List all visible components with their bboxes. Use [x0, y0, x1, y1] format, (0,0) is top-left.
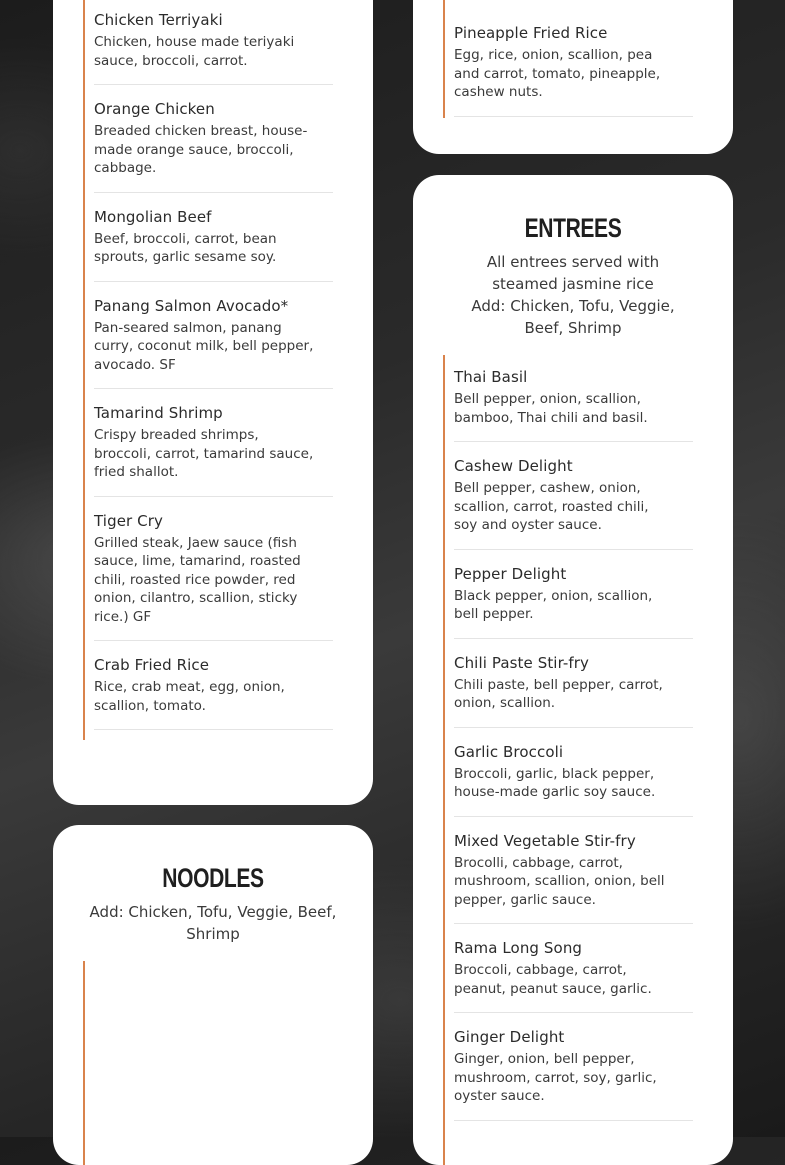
menu-item — [454, 442, 693, 550]
menu-item-list — [83, 961, 94, 1165]
menu-item-description: Grilled steak, Jaew sauce (fish sauce, lime, tamarind, roasted chili, roasted rice powder, red onion, cilantro, scallion, sticky rice.) GF — [94, 534, 301, 625]
menu-item — [94, 282, 333, 390]
menu-item — [94, 85, 333, 193]
menu-item-description: Black pepper, onion, scallion, bell pepper. — [454, 587, 653, 622]
menu-item — [94, 497, 333, 642]
menu-item-description: Bell pepper, onion, scallion, bamboo, Thai chili and basil. — [454, 391, 648, 426]
section-subtitle-noodles: Add: Chicken, Tofu, Veggie, Beef, Shrimp — [89, 903, 337, 943]
menu-item-name: Thai Basil — [454, 368, 528, 386]
menu-item-name: Crab Fried Rice — [94, 656, 210, 674]
menu-item-name: Tiger Cry — [94, 511, 163, 530]
section-subtitle-entrees: All entrees served with steamed jasmine rice — [486, 253, 660, 293]
menu-card-entrees — [413, 175, 733, 1165]
menu-item — [454, 0, 693, 117]
menu-item-name: Chicken Terriyaki — [94, 11, 223, 29]
menu-item — [94, 389, 333, 497]
section-title-entrees: ENTREES — [524, 213, 622, 243]
menu-item — [94, 193, 333, 282]
menu-item-name: Garlic Broccoli — [454, 742, 564, 761]
menu-item — [454, 355, 693, 442]
menu-item — [94, 0, 333, 85]
menu-item-name: Panang Salmon Avocado* — [94, 296, 289, 315]
menu-item-description: Rice, crab meat, egg, onion, scallion, tomato. — [94, 679, 285, 714]
menu-item — [454, 550, 693, 639]
menu-item-name: Rama Long Song — [454, 939, 583, 957]
menu-item-description: Ginger, onion, bell pepper, mushroom, carrot, soy, garlic, oyster sauce. — [454, 1051, 657, 1104]
menu-item — [454, 728, 693, 817]
menu-item-list — [443, 0, 693, 118]
menu-item-name: Orange Chicken — [94, 100, 215, 118]
section-title-noodles: NOODLES — [162, 863, 264, 893]
menu-item — [454, 924, 693, 1013]
menu-item-list — [443, 355, 693, 1165]
menu-item-description: Beef, broccoli, carrot, bean sprouts, garlic sesame soy. — [94, 230, 277, 265]
menu-item-description: Breaded chicken breast, house-made orange sauce, broccoli, cabbage. — [94, 123, 308, 176]
menu-item-name: Mongolian Beef — [94, 207, 212, 226]
menu-item-description: Egg, rice, onion, scallion, pea and carrot, tomato, pineapple, cashew nuts. — [454, 47, 661, 100]
menu-item — [454, 639, 693, 728]
menu-item — [454, 817, 693, 925]
menu-item-name: Tamarind Shrimp — [94, 404, 223, 422]
menu-item-name: Pineapple Fried Rice — [454, 24, 608, 42]
menu-item-description: Chili paste, bell pepper, carrot, onion, scallion. — [454, 676, 663, 711]
menu-item-name: Ginger Delight — [454, 1028, 565, 1046]
menu-card-noodles — [53, 825, 373, 1165]
menu-item-description: Crispy breaded shrimps, broccoli, carrot, tamarind sauce, fried shallot. — [94, 427, 314, 480]
menu-item — [94, 641, 333, 730]
menu-item — [454, 1013, 693, 1121]
section-subtitle-entrees-add: Add: Chicken, Tofu, Veggie, Beef, Shrimp — [471, 297, 675, 337]
menu-item-description: Chicken, house made teriyaki sauce, broccoli, carrot. — [94, 34, 295, 69]
menu-card-mains — [53, 0, 373, 805]
menu-card-fried-rice — [413, 0, 733, 154]
menu-item-list — [83, 0, 333, 740]
menu-item-name: Mixed Vegetable Stir-fry — [454, 831, 636, 850]
menu-item-description: Broccoli, cabbage, carrot, peanut, peanut sauce, garlic. — [454, 962, 652, 997]
menu-item-description: Pan-seared salmon, panang curry, coconut milk, bell pepper, avocado. SF — [94, 319, 314, 373]
menu-item-description: Brocolli, cabbage, carrot, mushroom, scallion, onion, bell pepper, garlic sauce. — [454, 854, 665, 908]
menu-item-description: Broccoli, garlic, black pepper, house-made garlic soy sauce. — [454, 765, 656, 800]
menu-item-name: Cashew Delight — [454, 457, 573, 475]
menu-item-name: Pepper Delight — [454, 564, 567, 583]
menu-item-description: Bell pepper, cashew, onion, scallion, carrot, roasted chili, soy and oyster sauce. — [454, 480, 649, 533]
menu-item-name: Chili Paste Stir-fry — [454, 653, 590, 672]
